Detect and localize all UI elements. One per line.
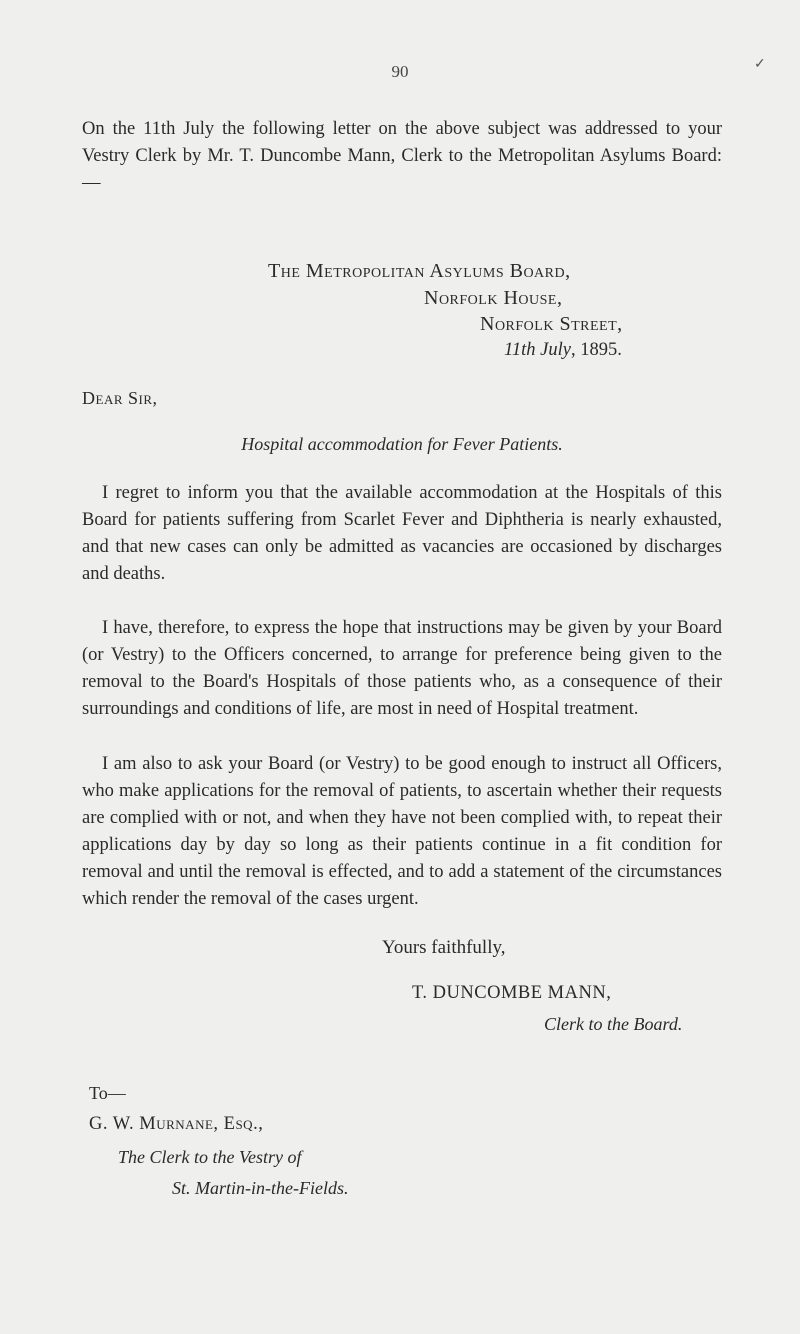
salutation: Dear Sir, — [82, 388, 158, 408]
date-year: , 1895. — [570, 340, 622, 360]
signature-title: Clerk to the Board. — [544, 1014, 683, 1034]
recipient-name: G. W. Murnane, Esq., — [89, 1114, 264, 1134]
closing: Yours faithfully, — [382, 937, 506, 958]
address-line-1: The Metropolitan Asylums Board, — [268, 260, 571, 282]
page-number: 90 — [391, 62, 409, 81]
to-label: To— — [89, 1083, 126, 1103]
address-line-2: Norfolk House, — [424, 287, 563, 309]
signature: T. DUNCOMBE MANN, — [412, 983, 612, 1003]
body-paragraph-1: I regret to inform you that the available accommodation at the Hospitals of this Board for patients suffering from Scarlet Fever and Diphtheria is nearly exhausted, and that new cases can only be admitted as vacancies are occasioned by discharges and deaths. — [82, 483, 722, 584]
body-paragraph-3: I am also to ask your Board (or Vestry) to be good enough to instruct all Officers, who make applications for the removal of patients, to ascertain whether their requests are complied with or not, and when they have not been complied with, to repeat their applications day by day so long as their patients continue in a fit condition for removal and until the removal is effected, and to add a statement of the circumstances which render the removal of the cases urgent. — [82, 754, 722, 909]
intro-paragraph: On the 11th July the following letter on the above subject was addressed to your Vestry Clerk by Mr. T. Duncombe Mann, Clerk to the Metropolitan Asylums Board:— — [82, 119, 722, 193]
recipient-line-1: The Clerk to the Vestry of — [118, 1147, 302, 1167]
letter-date — [504, 340, 622, 361]
date-day: 11th July — [504, 340, 571, 360]
letter-subject: Hospital accommodation for Fever Patients. — [241, 434, 563, 454]
recipient-line-2: St. Martin-in-the-Fields. — [172, 1178, 349, 1198]
check-mark: ✓ — [754, 57, 766, 72]
address-line-3: Norfolk Street, — [480, 313, 623, 335]
body-paragraph-2: I have, therefore, to express the hope that instructions may be given by your Board (or Vestry) to the Officers concerned, to arrange for preference being given to the removal to the Board's Hospitals of those patients who, as a consequence of their surroundings and conditions of life, are most in need of Hospital treatment. — [82, 618, 722, 719]
